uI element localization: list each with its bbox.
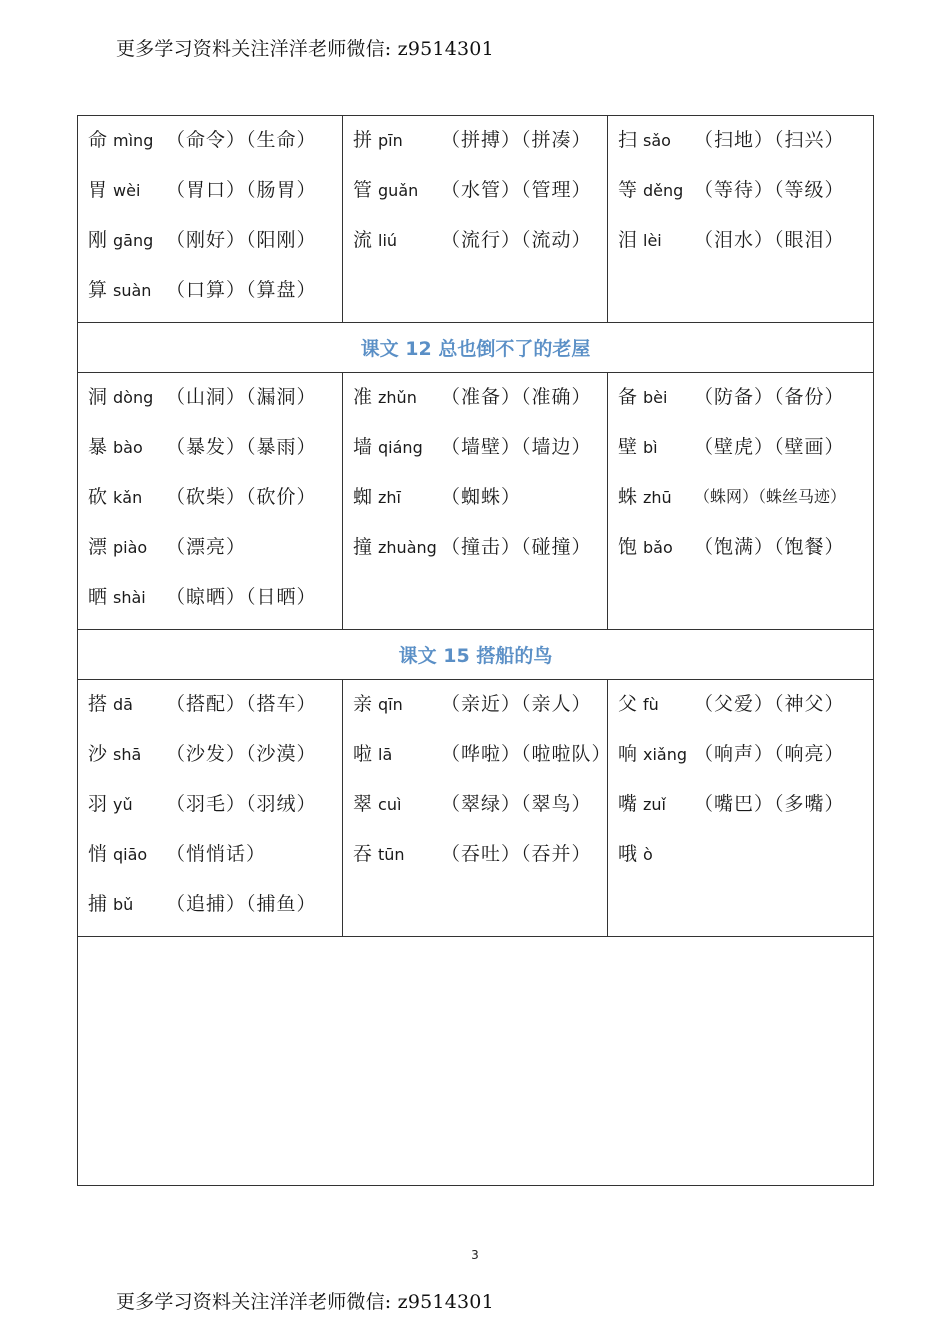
word-examples: （晾晒）（日晒） <box>166 586 317 608</box>
pinyin: bèi <box>643 388 668 407</box>
column-1 <box>78 116 343 323</box>
hanzi: 洞 <box>88 386 108 408</box>
word-examples: （蜘蛛） <box>441 486 522 508</box>
word-examples: （口算）（算盘） <box>166 279 317 301</box>
hanzi: 蛛 <box>618 486 638 508</box>
vocab-entry <box>88 836 342 886</box>
word-examples: （墙壁）（墙边） <box>441 436 592 458</box>
pinyin: sǎo <box>643 131 671 150</box>
vocab-entry <box>88 686 342 736</box>
hanzi: 晒 <box>88 586 108 608</box>
word-list <box>343 116 607 272</box>
section-row <box>78 116 874 323</box>
pinyin: bǎo <box>643 538 673 557</box>
hanzi: 刚 <box>88 229 108 251</box>
column-3 <box>608 680 874 937</box>
word-examples: （蛛网）（蛛丝马迹） <box>694 487 847 506</box>
pinyin: děng <box>643 181 684 200</box>
word-examples: （砍柴）（砍价） <box>166 486 317 508</box>
column-3 <box>608 373 874 630</box>
vocab-entry <box>353 479 607 529</box>
hanzi: 备 <box>618 386 638 408</box>
hanzi: 沙 <box>88 743 108 765</box>
word-examples: （亲近）（亲人） <box>441 693 592 715</box>
vocab-entry <box>618 686 873 736</box>
hanzi: 砍 <box>88 486 108 508</box>
vocab-entry <box>88 479 342 529</box>
word-examples: （吞吐）（吞并） <box>441 843 592 865</box>
pinyin: zhū <box>643 488 672 507</box>
vocab-entry <box>353 379 607 429</box>
pinyin: suàn <box>113 281 152 300</box>
word-examples: （拼搏）（拼凑） <box>441 129 592 151</box>
hanzi: 啦 <box>353 743 373 765</box>
pinyin: mìng <box>113 131 154 150</box>
vocab-entry <box>353 172 607 222</box>
pinyin: lèi <box>643 231 662 250</box>
hanzi: 命 <box>88 129 108 151</box>
vocab-entry <box>618 786 873 836</box>
lesson-title-row <box>78 323 874 373</box>
hanzi: 暴 <box>88 436 108 458</box>
vocab-entry <box>88 379 342 429</box>
vocab-entry <box>88 736 342 786</box>
word-examples: （壁虎）（壁画） <box>694 436 845 458</box>
hanzi: 响 <box>618 743 638 765</box>
word-list <box>78 680 342 936</box>
column-1 <box>78 373 343 630</box>
section-row <box>78 680 874 937</box>
pinyin: kǎn <box>113 488 143 507</box>
page-number: 3 <box>471 1248 479 1262</box>
word-examples: （流行）（流动） <box>441 229 592 251</box>
vocab-entry <box>618 479 873 529</box>
hanzi: 吞 <box>353 843 373 865</box>
vocab-table <box>77 115 874 1186</box>
pinyin: qiáng <box>378 438 423 457</box>
hanzi: 泪 <box>618 229 638 251</box>
hanzi: 羽 <box>88 793 108 815</box>
vocab-entry <box>88 172 342 222</box>
vocab-entry <box>618 222 873 272</box>
pinyin: shài <box>113 588 146 607</box>
vocab-entry <box>353 429 607 479</box>
hanzi: 扫 <box>618 129 638 151</box>
blank-row <box>78 937 874 1186</box>
vocab-entry <box>618 379 873 429</box>
vocab-entry <box>353 686 607 736</box>
word-list <box>608 680 873 886</box>
vocab-entry <box>353 222 607 272</box>
word-examples: （胃口）（肠胃） <box>166 179 317 201</box>
pinyin: piào <box>113 538 148 557</box>
hanzi: 父 <box>618 693 638 715</box>
word-examples: （嘴巴）（多嘴） <box>694 793 845 815</box>
hanzi: 亲 <box>353 693 373 715</box>
word-examples: （沙发）（沙漠） <box>166 743 317 765</box>
vocab-entry <box>618 429 873 479</box>
hanzi: 准 <box>353 386 373 408</box>
word-examples: （防备）（备份） <box>694 386 845 408</box>
vocab-entry <box>88 529 342 579</box>
blank-cell <box>78 937 874 1186</box>
pinyin: bào <box>113 438 143 457</box>
section-row <box>78 373 874 630</box>
word-examples: （父爱）（神父） <box>694 693 845 715</box>
hanzi: 管 <box>353 179 373 201</box>
hanzi: 撞 <box>353 536 373 558</box>
pinyin: bǔ <box>113 895 134 914</box>
pinyin: pīn <box>378 131 403 150</box>
column-1 <box>78 680 343 937</box>
pinyin: bì <box>643 438 658 457</box>
hanzi: 算 <box>88 279 108 301</box>
hanzi: 壁 <box>618 436 638 458</box>
word-examples: （等待）（等级） <box>694 179 845 201</box>
vocab-entry <box>618 836 873 886</box>
pinyin: yǔ <box>113 795 133 814</box>
word-examples: （泪水）（眼泪） <box>694 229 845 251</box>
word-examples: （暴发）（暴雨） <box>166 436 317 458</box>
vocab-entry <box>88 786 342 836</box>
column-2 <box>343 680 612 937</box>
word-examples: （翠绿）（翠鸟） <box>441 793 592 815</box>
vocab-entry <box>618 736 873 786</box>
hanzi: 翠 <box>353 793 373 815</box>
vocab-entry <box>353 122 607 172</box>
page-footer: 更多学习资料关注洋洋老师微信: z9514301 <box>116 1291 494 1313</box>
word-list <box>608 116 873 272</box>
pinyin: guǎn <box>378 181 419 200</box>
hanzi: 漂 <box>88 536 108 558</box>
word-examples: （山洞）（漏洞） <box>166 386 317 408</box>
hanzi: 蜘 <box>353 486 373 508</box>
word-examples: （扫地）（扫兴） <box>694 129 845 151</box>
pinyin: fù <box>643 695 659 714</box>
vocab-entry <box>353 736 612 786</box>
hanzi: 嘴 <box>618 793 638 815</box>
pinyin: zhǔn <box>378 388 417 407</box>
pinyin: zhī <box>378 488 401 507</box>
pinyin: gāng <box>113 231 154 250</box>
pinyin: qīn <box>378 695 403 714</box>
lesson-15-title: 课文 15 搭船的鸟 <box>78 630 874 680</box>
hanzi: 等 <box>618 179 638 201</box>
vocab-entry <box>88 429 342 479</box>
vocab-entry <box>618 529 873 579</box>
pinyin: tūn <box>378 845 405 864</box>
lesson-12-title: 课文 12 总也倒不了的老屋 <box>78 323 874 373</box>
vocab-entry <box>618 172 873 222</box>
word-examples: （饱满）（饱餐） <box>694 536 845 558</box>
hanzi: 哦 <box>618 843 638 865</box>
pinyin: qiāo <box>113 845 148 864</box>
pinyin: dā <box>113 695 133 714</box>
vocab-entry <box>618 122 873 172</box>
hanzi: 拼 <box>353 129 373 151</box>
column-2 <box>343 116 608 323</box>
pinyin: zuǐ <box>643 795 666 814</box>
word-examples: （哗啦）（啦啦队） <box>441 743 612 765</box>
word-examples: （响声）（响亮） <box>694 743 845 765</box>
word-examples: （刚好）（阳刚） <box>166 229 317 251</box>
vocab-entry <box>353 836 607 886</box>
word-examples: （命令）（生命） <box>166 129 317 151</box>
hanzi: 搭 <box>88 693 108 715</box>
pinyin: wèi <box>113 181 141 200</box>
pinyin: lā <box>378 745 393 764</box>
vocab-entry <box>88 222 342 272</box>
column-3 <box>608 116 874 323</box>
pinyin: dòng <box>113 388 154 407</box>
pinyin: ò <box>643 845 653 864</box>
word-list <box>78 116 342 322</box>
word-examples: （追捕）（捕鱼） <box>166 893 317 915</box>
pinyin: xiǎng <box>643 745 688 764</box>
page-header: 更多学习资料关注洋洋老师微信: z9514301 <box>116 38 494 60</box>
word-examples: （搭配）（搭车） <box>166 693 317 715</box>
word-examples: （羽毛）（羽绒） <box>166 793 317 815</box>
vocab-entry <box>88 122 342 172</box>
column-2 <box>343 373 608 630</box>
word-examples: （撞击）（碰撞） <box>441 536 592 558</box>
vocab-entry <box>88 272 342 322</box>
word-list <box>343 680 612 886</box>
lesson-title-row <box>78 630 874 680</box>
word-list <box>608 373 873 579</box>
pinyin: shā <box>113 745 142 764</box>
word-examples: （悄悄话） <box>166 843 267 865</box>
hanzi: 悄 <box>88 843 108 865</box>
word-list <box>343 373 607 579</box>
hanzi: 胃 <box>88 179 108 201</box>
vocab-entry <box>353 786 607 836</box>
vocab-entry <box>88 886 342 936</box>
hanzi: 饱 <box>618 536 638 558</box>
word-list <box>78 373 342 629</box>
hanzi: 捕 <box>88 893 108 915</box>
vocab-entry <box>88 579 342 629</box>
hanzi: 流 <box>353 229 373 251</box>
pinyin: zhuàng <box>378 538 437 557</box>
pinyin: liú <box>378 231 398 250</box>
hanzi: 墙 <box>353 436 373 458</box>
word-examples: （准备）（准确） <box>441 386 592 408</box>
pinyin: cuì <box>378 795 402 814</box>
word-examples: （水管）（管理） <box>441 179 592 201</box>
vocab-entry <box>353 529 607 579</box>
word-examples: （漂亮） <box>166 536 247 558</box>
